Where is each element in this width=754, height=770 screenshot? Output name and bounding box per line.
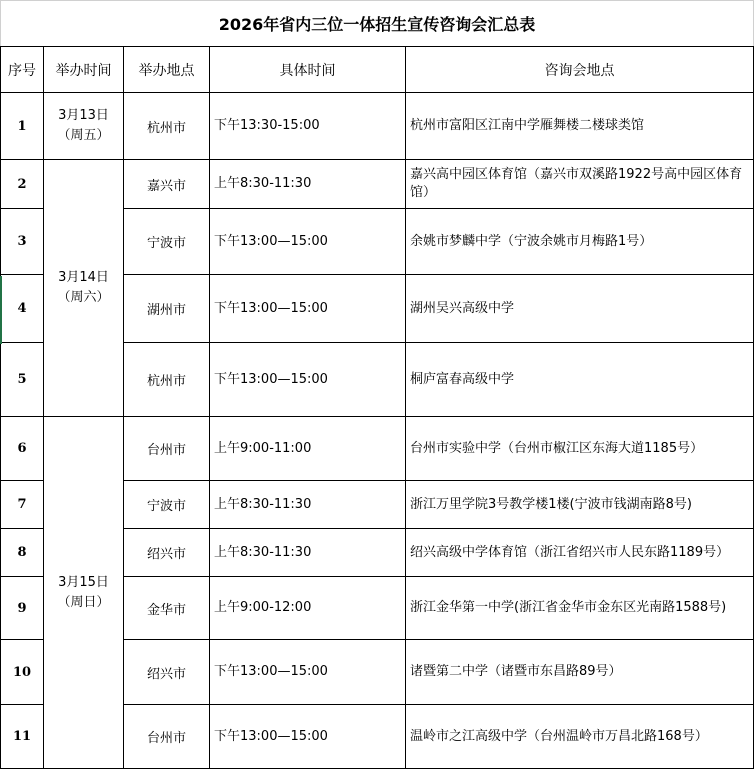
venue-cell: 台州市实验中学（台州市椒江区东海大道1185号） xyxy=(406,417,754,481)
row-no: 5 xyxy=(1,343,44,417)
date-day: 3月15日 xyxy=(58,574,109,590)
row-no: 1 xyxy=(1,93,44,160)
city-cell: 绍兴市 xyxy=(124,640,210,705)
date-day: 3月14日 xyxy=(58,270,109,285)
city-cell: 台州市 xyxy=(124,705,210,769)
time-cell: 上午8:30-11:30 xyxy=(210,160,406,209)
date-weekday: （周日） xyxy=(57,594,110,610)
row-no: 2 xyxy=(1,160,44,209)
city-cell: 台州市 xyxy=(124,417,210,481)
city-cell: 湖州市 xyxy=(124,275,210,343)
venue-cell: 浙江万里学院3号教学楼1楼(宁波市钱湖南路8号) xyxy=(406,481,754,529)
header-date: 举办时间 xyxy=(44,47,124,93)
time-cell: 下午13:00—15:00 xyxy=(210,705,406,769)
venue-cell: 杭州市富阳区江南中学雁舞楼二楼球类馆 xyxy=(406,93,754,160)
venue-cell: 温岭市之江高级中学（台州温岭市万昌北路168号） xyxy=(406,705,754,769)
header-venue: 咨询会地点 xyxy=(406,47,754,93)
row-no: 11 xyxy=(1,705,44,769)
venue-cell: 嘉兴高中园区体育馆（嘉兴市双溪路1922号高中园区体育馆） xyxy=(406,160,754,209)
header-time: 具体时间 xyxy=(210,47,406,93)
time-cell: 下午13:00—15:00 xyxy=(210,640,406,705)
row-no: 6 xyxy=(1,417,44,481)
time-cell: 上午8:30-11:30 xyxy=(210,481,406,529)
date-day: 3月13日 xyxy=(58,108,109,123)
table-row xyxy=(1,417,754,481)
time-cell: 下午13:00—15:00 xyxy=(210,209,406,275)
row-no: 4 xyxy=(1,275,44,343)
time-cell: 下午13:30-15:00 xyxy=(210,93,406,160)
header-row xyxy=(1,47,754,93)
row-no: 3 xyxy=(1,209,44,275)
header-no: 序号 xyxy=(1,47,44,93)
venue-cell: 绍兴高级中学体育馆（浙江省绍兴市人民东路1189号） xyxy=(406,529,754,577)
date-cell xyxy=(44,417,124,769)
venue-cell: 桐庐富春高级中学 xyxy=(406,343,754,417)
time-cell: 下午13:00—15:00 xyxy=(210,275,406,343)
time-cell: 下午13:00—15:00 xyxy=(210,343,406,417)
row-selection-marker xyxy=(0,276,2,344)
table-title: 2026年省内三位一体招生宣传咨询会汇总表 xyxy=(1,1,754,47)
venue-cell: 余姚市梦麟中学（宁波余姚市月梅路1号） xyxy=(406,209,754,275)
time-cell: 上午8:30-11:30 xyxy=(210,529,406,577)
venue-cell: 诸暨第二中学（诸暨市东昌路89号） xyxy=(406,640,754,705)
city-cell: 金华市 xyxy=(124,577,210,640)
row-no: 7 xyxy=(1,481,44,529)
date-cell xyxy=(44,160,124,417)
city-cell: 杭州市 xyxy=(124,343,210,417)
table-row xyxy=(1,93,754,160)
date-cell xyxy=(44,93,124,160)
date-weekday: （周五） xyxy=(57,128,110,143)
venue-cell: 浙江金华第一中学(浙江省金华市金东区光南路1588号) xyxy=(406,577,754,640)
time-cell: 上午9:00-12:00 xyxy=(210,577,406,640)
city-cell: 宁波市 xyxy=(124,209,210,275)
row-no: 9 xyxy=(1,577,44,640)
city-cell: 宁波市 xyxy=(124,481,210,529)
row-no: 10 xyxy=(1,640,44,705)
title-row xyxy=(1,1,754,47)
venue-cell: 湖州吴兴高级中学 xyxy=(406,275,754,343)
city-cell: 绍兴市 xyxy=(124,529,210,577)
time-cell: 上午9:00-11:00 xyxy=(210,417,406,481)
table-row xyxy=(1,160,754,209)
date-weekday: （周六） xyxy=(57,290,110,305)
city-cell: 嘉兴市 xyxy=(124,160,210,209)
row-no: 8 xyxy=(1,529,44,577)
city-cell: 杭州市 xyxy=(124,93,210,160)
header-city: 举办地点 xyxy=(124,47,210,93)
